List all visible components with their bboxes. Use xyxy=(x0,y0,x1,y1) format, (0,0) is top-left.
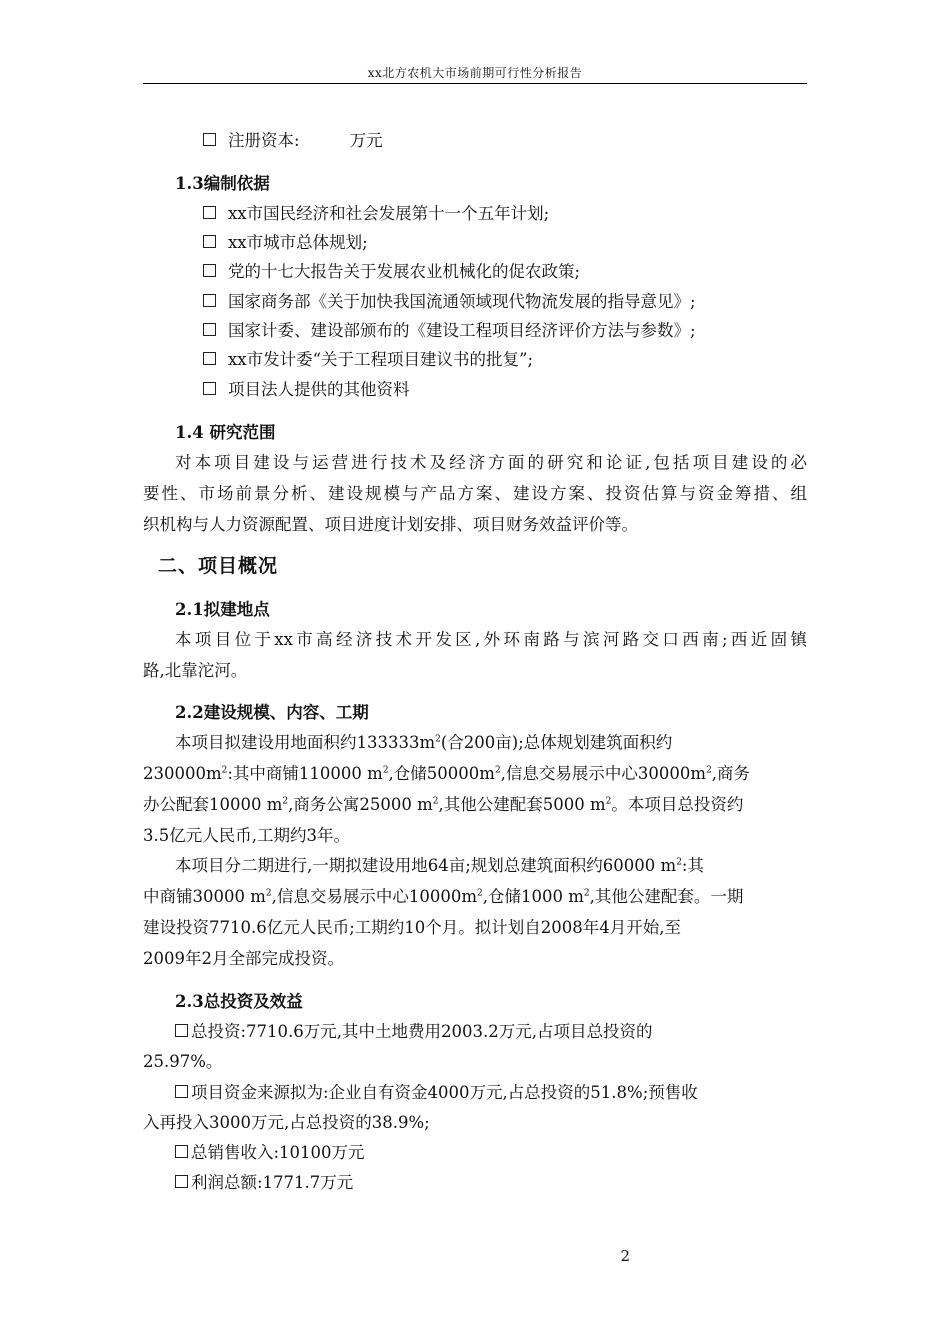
section-1-3-heading: 1.3编制依据 xyxy=(175,174,270,193)
phase-text-line: 本项目分二期进行,一期拟建设用地64亩;规划总建筑面积约60000 $m^2$:其 xyxy=(175,856,704,875)
basis-item: 党的十七大报告关于发展农业机械化的促农政策; xyxy=(203,258,867,282)
scale-text-line: 本项目拟建设用地面积约$133333m^2$(合200亩);总体规划建筑面积约 xyxy=(175,733,673,752)
basis-item: 国家商务部《关于加快我国流通领域现代物流发展的指导意见》; xyxy=(203,288,867,312)
checkbox-icon xyxy=(203,382,216,395)
scope-text-line: 对本项目建设与运营进行技术及经济方面的研究和论证,包括项目建设的必 xyxy=(175,453,807,472)
checkbox-icon xyxy=(203,264,216,277)
location-text-line: 本项目位于xx市高经济技术开发区,外环南路与滨河路交口西南;西近固镇 xyxy=(175,630,807,649)
section-2-2-heading: 2.2建设规模、内容、工期 xyxy=(175,703,369,722)
running-header: xx北方农机大市场前期可行性分析报告 xyxy=(367,66,583,80)
phase-text-line: 中商铺30000 $m^2$,信息交易展示中心$10000m^2$,仓储1000 $m^2$,其他公建配套。一期 xyxy=(143,887,744,906)
checkbox-icon xyxy=(175,1175,188,1188)
location-text-line: 路,北靠沱河。 xyxy=(143,661,248,680)
registered-capital-item xyxy=(203,127,867,151)
investment-item-cont: 25.97%。 xyxy=(143,1052,223,1071)
checkbox-icon xyxy=(203,323,216,336)
section-2-3-heading: 2.3总投资及效益 xyxy=(175,992,303,1011)
checkbox-icon xyxy=(203,235,216,248)
checkbox-icon xyxy=(203,206,216,219)
funding-item: 项目资金来源拟为:企业自有资金4000万元,占总投资的51.8%;预售收 xyxy=(175,1079,839,1103)
scale-text-line: 办公配套10000 $m^2$,商务公寓25000 $m^2$,其他公建配套5000 $m^2$。本项目总投资约 xyxy=(143,795,744,814)
phase-text-line: 建设投资7710.6亿元人民币;工期约10个月。拟计划自2008年4月开始,至 xyxy=(143,918,682,937)
sales-item: 总销售收入:10100万元 xyxy=(175,1139,839,1163)
section-2-1-heading: 2.1拟建地点 xyxy=(175,600,270,619)
checkbox-icon xyxy=(175,1024,188,1037)
checkbox-icon xyxy=(203,352,216,365)
checkbox-icon xyxy=(175,1145,188,1158)
scale-text-line: 3.5亿元人民币,工期约3年。 xyxy=(143,826,350,845)
header-rule xyxy=(143,83,807,84)
capital-unit: 万元 xyxy=(349,131,383,150)
scope-text-line: 要性、市场前景分析、建设规模与产品方案、建设方案、投资估算与资金筹措、组 xyxy=(143,484,807,503)
page-number: 2 xyxy=(620,1247,630,1265)
checkbox-icon xyxy=(203,294,216,307)
phase-text-line: 2009年2月全部完成投资。 xyxy=(143,949,344,968)
basis-item: xx市国民经济和社会发展第十一个五年计划; xyxy=(203,200,867,224)
funding-item-cont: 入再投入3000万元,占总投资的38.9%; xyxy=(143,1113,430,1132)
checkbox-icon xyxy=(203,133,216,146)
chapter-2-heading: 二、项目概况 xyxy=(158,555,279,577)
basis-item: 国家计委、建设部颁布的《建设工程项目经济评价方法与参数》; xyxy=(203,317,867,341)
scale-text-line: $230000m^2$:其中商铺110000 $m^2$,仓储$50000m^2$,信息交易展示中心$30000m^2$,商务 xyxy=(143,764,751,783)
basis-item: xx市发计委“关于工程项目建议书的批复”; xyxy=(203,346,867,370)
basis-item: xx市城市总体规划; xyxy=(203,229,867,253)
profit-item: 利润总额:1771.7万元 xyxy=(175,1169,839,1193)
capital-label: 注册资本: xyxy=(228,131,300,150)
basis-item: 项目法人提供的其他资料 xyxy=(203,376,867,400)
investment-item: 总投资:7710.6万元,其中土地费用2003.2万元,占项目总投资的 xyxy=(175,1018,839,1042)
checkbox-icon xyxy=(175,1085,188,1098)
section-1-4-heading: 1.4 研究范围 xyxy=(175,423,276,442)
scope-text-line: 织机构与人力资源配置、项目进度计划安排、项目财务效益评价等。 xyxy=(143,515,638,534)
